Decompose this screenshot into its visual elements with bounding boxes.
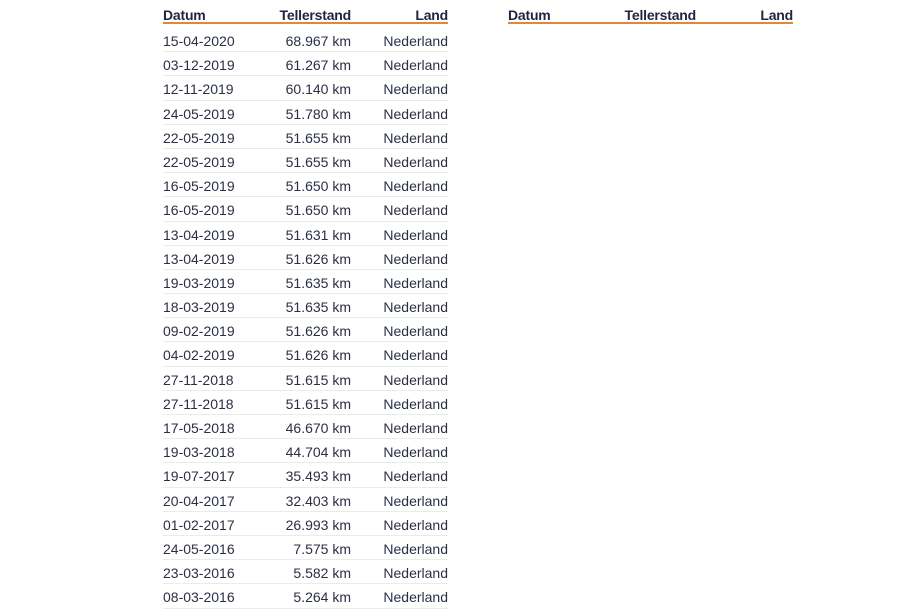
table-header — [163, 0, 448, 24]
cell-odometer: 51.615 km — [285, 371, 351, 388]
cell-date: 19-07-2017 — [163, 468, 235, 485]
cell-country: Nederland — [383, 347, 448, 364]
cell-country: Nederland — [383, 129, 448, 146]
table-row — [163, 246, 448, 270]
cell-date: 13-04-2019 — [163, 250, 235, 267]
cell-country: Nederland — [383, 492, 448, 509]
cell-date: 27-11-2018 — [163, 371, 234, 388]
cell-date: 19-03-2018 — [163, 444, 235, 461]
cell-country: Nederland — [383, 468, 448, 485]
table-row — [163, 439, 448, 463]
cell-date: 13-04-2019 — [163, 226, 235, 243]
cell-date: 24-05-2016 — [163, 540, 235, 557]
cell-date: 27-11-2018 — [163, 395, 234, 412]
cell-country: Nederland — [383, 299, 448, 316]
header-date: Datum — [163, 7, 206, 23]
table-row — [163, 391, 448, 415]
table-body — [163, 28, 448, 609]
cell-country: Nederland — [383, 565, 448, 582]
table-row — [163, 488, 448, 512]
cell-odometer: 5.264 km — [293, 589, 351, 606]
table-row — [163, 415, 448, 439]
table-row — [163, 149, 448, 173]
table-row — [163, 560, 448, 584]
table-row — [163, 584, 448, 608]
cell-date: 09-02-2019 — [163, 323, 235, 340]
cell-odometer: 51.626 km — [285, 323, 351, 340]
table-row — [163, 342, 448, 366]
header-odometer: Tellerstand — [279, 7, 351, 23]
table-row — [163, 101, 448, 125]
cell-odometer: 51.650 km — [285, 178, 351, 195]
table-row — [163, 197, 448, 221]
cell-country: Nederland — [383, 202, 448, 219]
cell-country: Nederland — [383, 33, 448, 49]
cell-country: Nederland — [383, 81, 448, 98]
table-row — [163, 367, 448, 391]
cell-date: 03-12-2019 — [163, 57, 235, 74]
cell-odometer: 26.993 km — [285, 516, 351, 533]
cell-country: Nederland — [383, 516, 448, 533]
table-header — [508, 0, 793, 24]
cell-country: Nederland — [383, 274, 448, 291]
cell-date: 20-04-2017 — [163, 492, 235, 509]
cell-odometer: 7.575 km — [293, 540, 351, 557]
cell-date: 16-05-2019 — [163, 202, 235, 219]
cell-date: 18-03-2019 — [163, 299, 235, 316]
table-row — [163, 125, 448, 149]
table-row — [163, 52, 448, 76]
cell-date: 15-04-2020 — [163, 33, 235, 49]
cell-country: Nederland — [383, 250, 448, 267]
table-row — [163, 294, 448, 318]
cell-country: Nederland — [383, 371, 448, 388]
cell-odometer: 51.635 km — [285, 299, 351, 316]
cell-country: Nederland — [383, 153, 448, 170]
table-row — [163, 536, 448, 560]
cell-date: 16-05-2019 — [163, 178, 235, 195]
header-country: Land — [415, 7, 448, 23]
cell-date: 08-03-2016 — [163, 589, 235, 606]
cell-odometer: 61.267 km — [285, 57, 351, 74]
table-row — [163, 318, 448, 342]
cell-country: Nederland — [383, 540, 448, 557]
cell-odometer: 51.635 km — [285, 274, 351, 291]
cell-date: 23-03-2016 — [163, 565, 235, 582]
cell-odometer: 51.626 km — [285, 347, 351, 364]
cell-odometer: 51.655 km — [285, 129, 351, 146]
table-row — [163, 28, 448, 52]
odometer-table-left — [163, 0, 448, 609]
cell-odometer: 35.493 km — [285, 468, 351, 485]
cell-odometer: 51.626 km — [285, 250, 351, 267]
table-row — [163, 173, 448, 197]
cell-odometer: 68.967 km — [285, 33, 351, 49]
cell-odometer: 51.655 km — [285, 153, 351, 170]
cell-country: Nederland — [383, 444, 448, 461]
cell-odometer: 44.704 km — [285, 444, 351, 461]
cell-country: Nederland — [383, 57, 448, 74]
cell-country: Nederland — [383, 226, 448, 243]
cell-date: 04-02-2019 — [163, 347, 235, 364]
cell-date: 01-02-2017 — [163, 516, 235, 533]
cell-country: Nederland — [383, 420, 448, 436]
table-row — [163, 512, 448, 536]
table-row — [163, 270, 448, 294]
cell-odometer: 32.403 km — [285, 492, 351, 509]
cell-country: Nederland — [383, 178, 448, 195]
cell-date: 17-05-2018 — [163, 420, 235, 436]
cell-odometer: 51.631 km — [285, 226, 351, 243]
cell-country: Nederland — [383, 323, 448, 340]
header-date: Datum — [508, 7, 551, 23]
cell-odometer: 46.670 km — [285, 420, 351, 436]
cell-odometer: 51.650 km — [285, 202, 351, 219]
header-country: Land — [760, 7, 793, 23]
odometer-table-right — [508, 0, 793, 28]
table-row — [163, 463, 448, 487]
cell-country: Nederland — [383, 105, 448, 122]
cell-date: 19-03-2019 — [163, 274, 235, 291]
table-row — [163, 222, 448, 246]
table-row — [163, 76, 448, 100]
cell-date: 22-05-2019 — [163, 129, 235, 146]
header-odometer: Tellerstand — [624, 7, 696, 23]
cell-date: 12-11-2019 — [163, 81, 234, 98]
cell-odometer: 60.140 km — [285, 81, 351, 98]
cell-country: Nederland — [383, 589, 448, 606]
cell-date: 24-05-2019 — [163, 105, 235, 122]
cell-date: 22-05-2019 — [163, 153, 235, 170]
cell-odometer: 51.615 km — [285, 395, 351, 412]
cell-odometer: 51.780 km — [285, 105, 351, 122]
cell-country: Nederland — [383, 395, 448, 412]
cell-odometer: 5.582 km — [293, 565, 351, 582]
